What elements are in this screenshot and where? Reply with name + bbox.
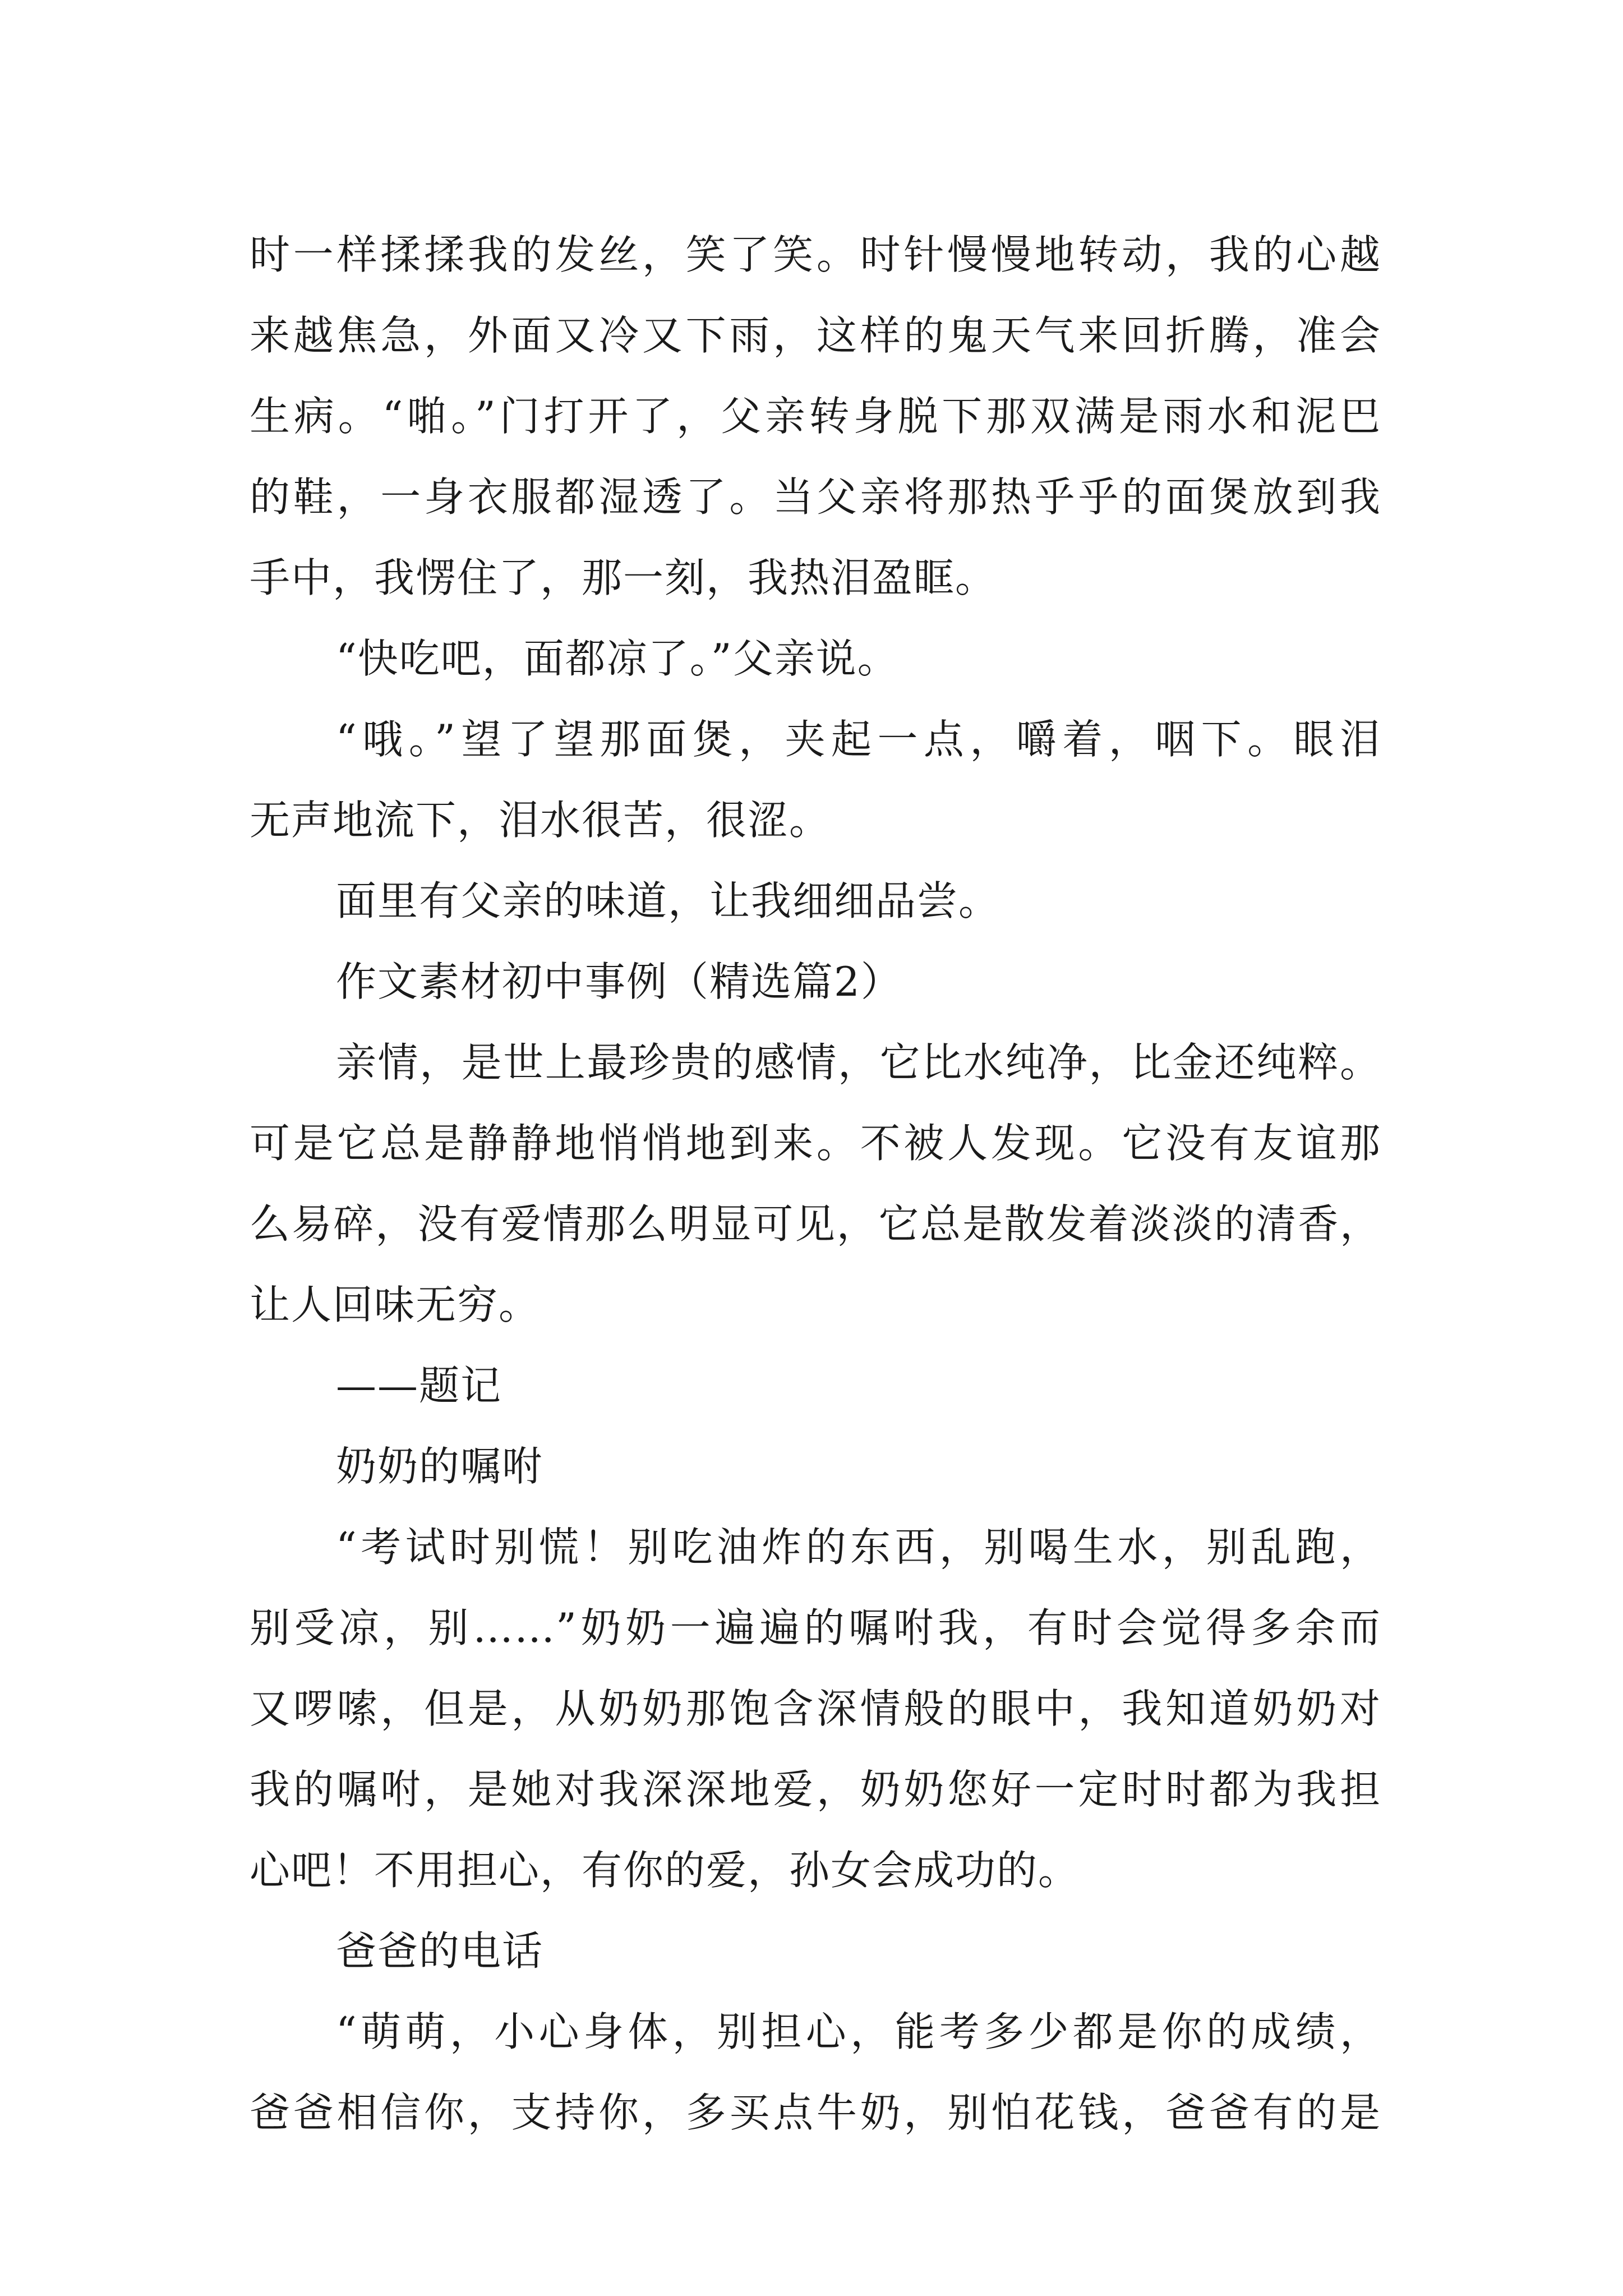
text-line: 无声地流下，泪水很苦，很涩。 bbox=[250, 797, 831, 844]
text-line: 别受凉，别……”奶奶一遍遍的嘱咐我，有时会觉得多余而 bbox=[250, 1604, 1381, 1651]
section-heading: 作文素材初中事例（精选篇2） bbox=[336, 958, 902, 1005]
text-line: 时一样揉揉我的发丝，笑了笑。时针慢慢地转动，我的心越 bbox=[250, 231, 1381, 278]
text-line: 亲情，是世上最珍贵的感情，它比水纯净，比金还纯粹。 bbox=[336, 1039, 1381, 1086]
text-line: “萌萌，小心身体，别担心，能考多少都是你的成绩， bbox=[336, 2008, 1381, 2055]
document-body bbox=[250, 214, 1381, 2153]
subheading-dad: 爸爸的电话 bbox=[336, 1927, 544, 1975]
inscription: ——题记 bbox=[336, 1362, 502, 1409]
text-line: 心吧！不用担心，有你的爱，孙女会成功的。 bbox=[250, 1847, 1080, 1894]
text-line: 可是它总是静静地悄悄地到来。不被人发现。它没有友谊那 bbox=[250, 1120, 1381, 1167]
text-line: 来越焦急，外面又冷又下雨，这样的鬼天气来回折腾，准会 bbox=[250, 312, 1381, 359]
text-line: 又啰嗦，但是，从奶奶那饱含深情般的眼中，我知道奶奶对 bbox=[250, 1685, 1381, 1732]
text-line: 爸爸相信你，支持你，多买点牛奶，别怕花钱，爸爸有的是 bbox=[250, 2089, 1381, 2136]
text-line: 面里有父亲的味道，让我细细品尝。 bbox=[336, 877, 1000, 924]
text-line: 让人回味无穷。 bbox=[250, 1281, 541, 1328]
subheading-grandma: 奶奶的嘱咐 bbox=[336, 1443, 544, 1490]
text-line: 生病。“啪。”门打开了，父亲转身脱下那双满是雨水和泥巴 bbox=[250, 393, 1381, 440]
text-line: “哦。”望了望那面煲，夹起一点，嚼着，咽下。眼泪 bbox=[336, 716, 1381, 763]
text-line: “快吃吧，面都凉了。”父亲说。 bbox=[336, 635, 899, 682]
text-line: 我的嘱咐，是她对我深深地爱，奶奶您好一定时时都为我担 bbox=[250, 1766, 1381, 1813]
text-line: 的鞋，一身衣服都湿透了。当父亲将那热乎乎的面煲放到我 bbox=[250, 473, 1381, 521]
text-line: 手中，我愣住了，那一刻，我热泪盈眶。 bbox=[250, 554, 997, 601]
text-line: 么易碎，没有爱情那么明显可见，它总是散发着淡淡的清香， bbox=[250, 1200, 1381, 1248]
text-line: “考试时别慌！别吃油炸的东西，别喝生水，别乱跑， bbox=[336, 1524, 1381, 1571]
